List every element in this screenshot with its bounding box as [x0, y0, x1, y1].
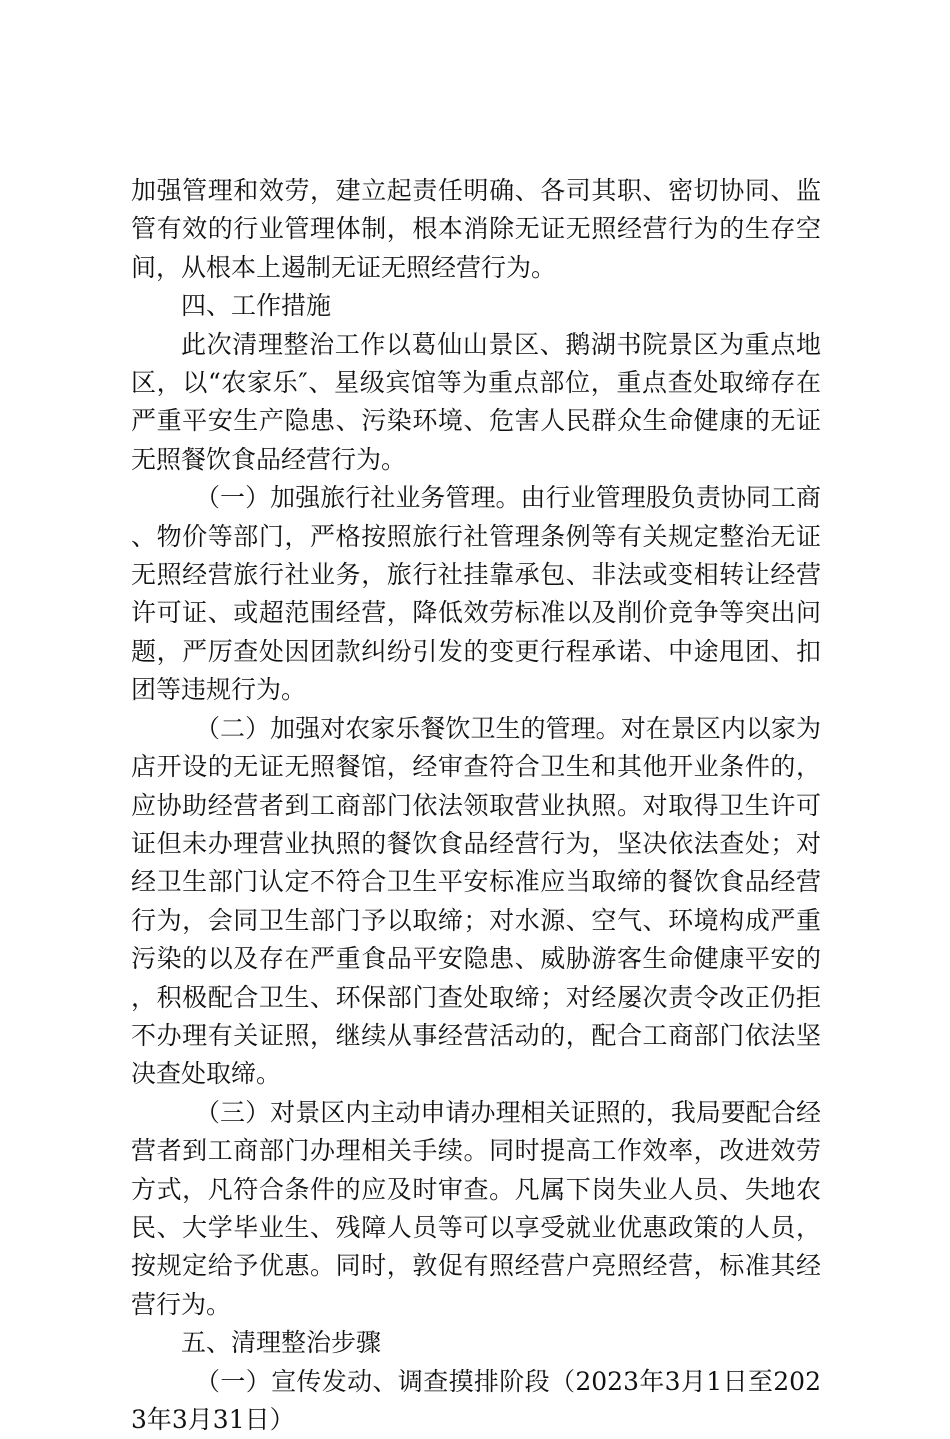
paragraph-measure-1: （一）加强旅行社业务管理。由行业管理股负责协同工商、物价等部门，严格按照旅行社管理条例等有关规定整治无证无照经营旅行社业务，旅行社挂靠承包、非法或变相转让经营许可证、或超范围经营，降低效劳标准以及削价竞争等突出问题，严厉查处因团款纠纷引发的变更行程承诺、中途甩团、扣团等违规行为。	[131, 483, 821, 705]
paragraph-focus-areas: 此次清理整治工作以葛仙山景区、鹅湖书院景区为重点地区，以“农家乐″、星级宾馆等为重点部位，重点查处取缔存在严重平安生产隐患、污染环境、危害人民群众生命健康的无证无照餐饮食品经营行为。	[131, 329, 821, 474]
paragraph-measure-3: （三）对景区内主动申请办理相关证照的，我局要配合经营者到工商部门办理相关手续。同时提高工作效率，改进效劳方式，凡符合条件的应及时审查。凡属下岗失业人员、失地农民、大学毕业生、残障人员等可以享受就业优惠政策的人员，按规定给予优惠。同时，敦促有照经营户亮照经营，标准其经营行为。	[131, 1097, 821, 1319]
section-heading-work-measures: 四、工作措施	[181, 291, 332, 321]
document-body	[131, 172, 821, 1439]
paragraph-step-1: （一）宣传发动、调查摸排阶段（2023年3月1日至2023年3月31日）	[131, 1366, 821, 1434]
paragraph-measure-2: （二）加强对农家乐餐饮卫生的管理。对在景区内以家为店开设的无证无照餐馆，经审查符合卫生和其他开业条件的，应协助经营者到工商部门依法领取营业执照。对取得卫生许可证但未办理营业执照的餐饮食品经营行为，坚决依法查处；对经卫生部门认定不符合卫生平安标准应当取缔的餐饮食品经营行为，会同卫生部门予以取缔；对水源、空气、环境构成严重污染的以及存在严重食品平安隐患、威胁游客生命健康平安的，积极配合卫生、环保部门查处取缔；对经屡次责令改正仍拒不办理有关证照，继续从事经营活动的，配合工商部门依法坚决查处取缔。	[131, 713, 821, 1089]
paragraph-continuation: 加强管理和效劳，建立起责任明确、各司其职、密切协同、监管有效的行业管理体制，根本消除无证无照经营行为的生存空间，从根本上遏制无证无照经营行为。	[131, 176, 821, 282]
section-heading-steps: 五、清理整治步骤	[181, 1328, 382, 1358]
